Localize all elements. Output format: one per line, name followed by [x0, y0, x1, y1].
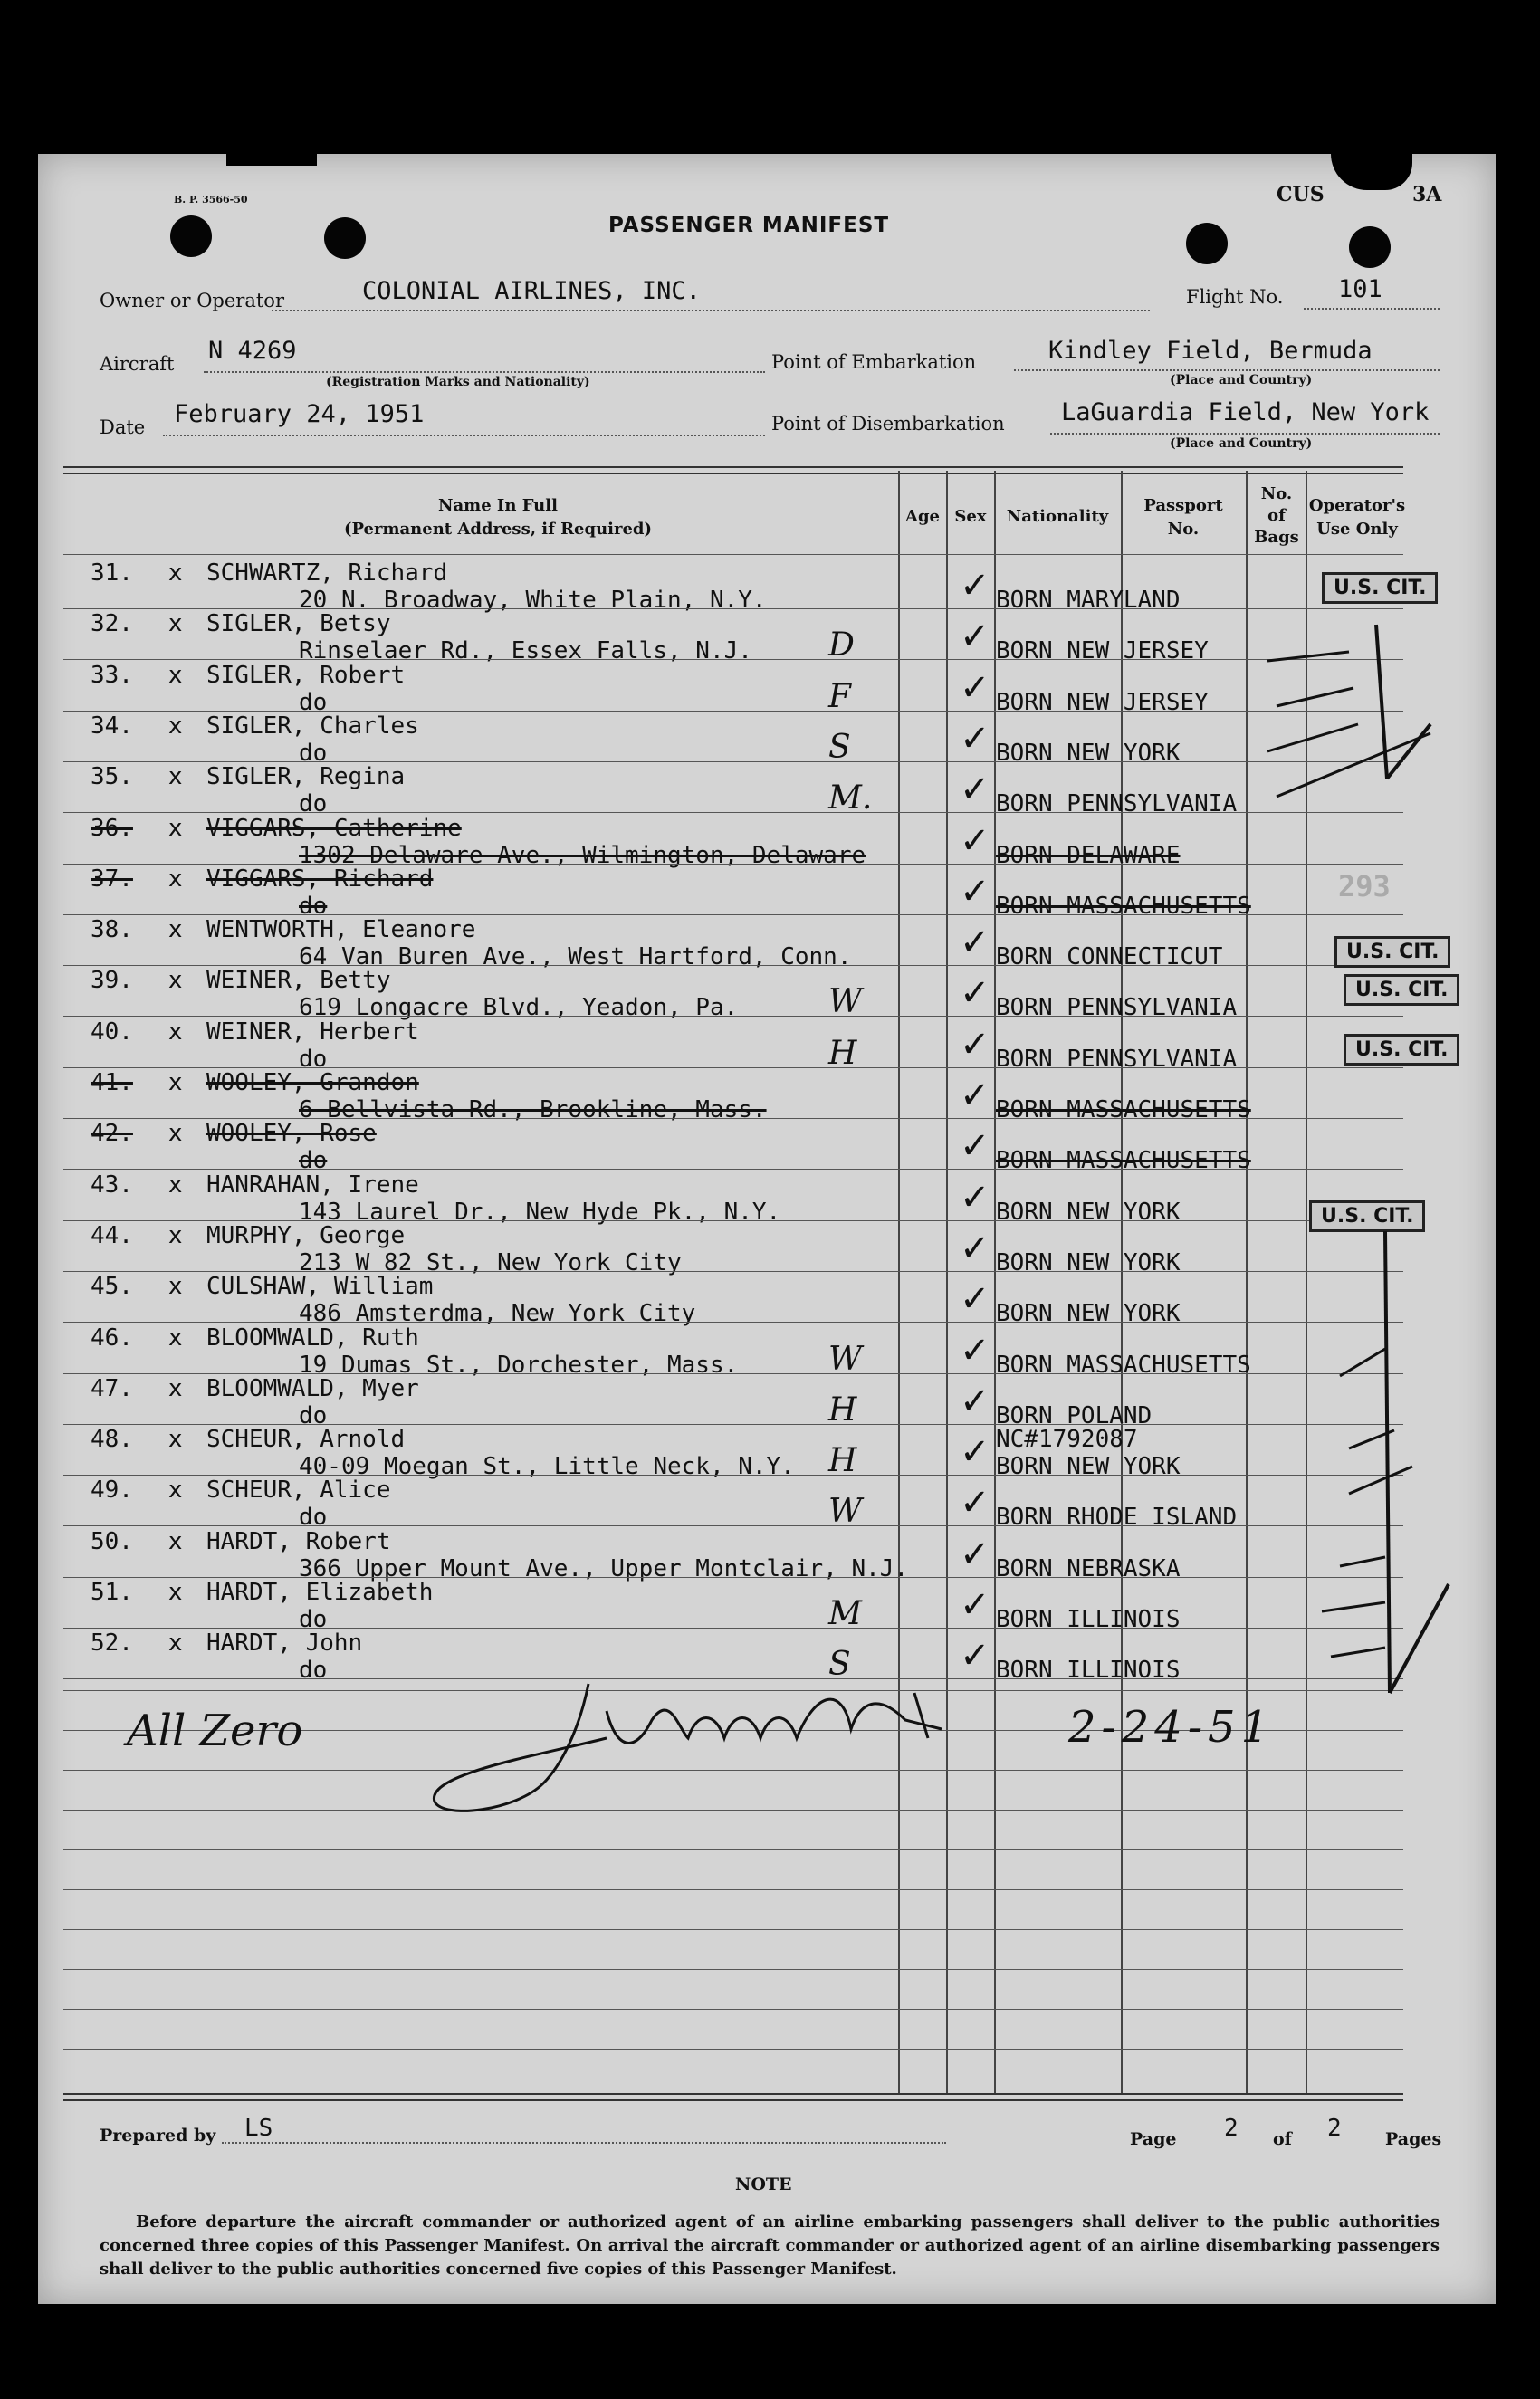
row-tick-mark: x — [168, 1120, 183, 1147]
empty-row-line — [63, 2049, 1403, 2050]
passenger-check-mark: ✓ — [960, 1431, 990, 1473]
passenger-sex-mark: W — [828, 983, 863, 1020]
row-tick-mark: x — [168, 662, 183, 689]
col-head-bags-line3: Bags — [1254, 528, 1299, 547]
row-separator — [63, 608, 1403, 609]
passenger-check-mark: ✓ — [960, 1024, 990, 1066]
row-number: 44. — [91, 1222, 133, 1249]
header-separator — [63, 554, 1403, 555]
punch-hole-3 — [1186, 223, 1228, 264]
passenger-sex-mark: M. — [828, 779, 873, 817]
citizenship-stamp-2: U.S. CIT. — [1334, 936, 1450, 968]
note-title: NOTE — [735, 2174, 792, 2194]
passenger-nationality: BORN ILLINOIS — [996, 1606, 1181, 1633]
row-number: 38. — [91, 916, 133, 943]
passenger-name: WEINER, Betty — [206, 967, 391, 994]
passenger-check-mark: ✓ — [960, 1330, 990, 1372]
col-head-operator — [1307, 494, 1407, 541]
passenger-sex-mark: W — [828, 1341, 863, 1378]
passenger-nationality: BORN NEW YORK — [996, 1249, 1181, 1276]
passenger-address: do — [299, 1147, 328, 1174]
passenger-address: do — [299, 790, 328, 817]
row-number: 41. — [91, 1069, 133, 1096]
passenger-address: 366 Upper Mount Ave., Upper Montclair, N.J. — [299, 1555, 909, 1582]
citizenship-stamp-3: U.S. CIT. — [1344, 974, 1459, 1006]
col-head-nationality: Nationality — [1006, 507, 1109, 526]
passenger-name: WEINER, Herbert — [206, 1018, 419, 1046]
passenger-address: 213 W 82 St., New York City — [299, 1249, 682, 1276]
passenger-name: HANRAHAN, Irene — [206, 1171, 419, 1199]
row-separator — [63, 1220, 1403, 1221]
col-head-passport — [1123, 494, 1244, 541]
row-tick-mark: x — [168, 1426, 183, 1453]
row-separator — [63, 1577, 1403, 1578]
note-text: Before departure the aircraft commander or authorized agent of an airline embarking passengers shall deliver to the public authorities concerned three copies of this Passenger Manifest. On arrival the aircraft commander or authorized agent of an airline disembarking passengers shall deliver to the public authorities concerned five copies of this Passenger Manifest. — [100, 2213, 1440, 2279]
empty-row-line — [63, 1849, 1403, 1850]
passenger-check-mark: ✓ — [960, 1228, 990, 1269]
table-bottom-border — [63, 2093, 1403, 2101]
row-tick-mark: x — [168, 916, 183, 943]
row-separator — [63, 1373, 1403, 1374]
passenger-nationality: BORN NEW YORK — [996, 1453, 1181, 1480]
prepared-dotted-line — [222, 2142, 946, 2144]
row-number: 40. — [91, 1018, 133, 1046]
passenger-address: 40-09 Moegan St., Little Neck, N.Y. — [299, 1453, 795, 1480]
passenger-address: do — [299, 1657, 328, 1684]
passenger-nationality: BORN NEW JERSEY — [996, 689, 1209, 716]
flight-label: Flight No. — [1186, 286, 1284, 308]
row-separator — [63, 812, 1403, 813]
col-head-passport-line1: Passport — [1143, 496, 1223, 515]
row-number: 46. — [91, 1324, 133, 1352]
passenger-address: 143 Laurel Dr., New Hyde Pk., N.Y. — [299, 1199, 781, 1226]
passenger-nationality: BORN MASSACHUSETTS — [996, 893, 1251, 920]
passenger-address: Rinselaer Rd., Essex Falls, N.J. — [299, 637, 752, 664]
col-head-bags-line2: of — [1267, 506, 1286, 525]
col-head-name — [272, 494, 724, 541]
row-tick-mark: x — [168, 815, 183, 842]
row-separator — [63, 761, 1403, 762]
passenger-name: SCHEUR, Alice — [206, 1477, 391, 1504]
passenger-name: VIGGARS, Richard — [206, 865, 434, 893]
row-number: 34. — [91, 712, 133, 740]
passenger-sex-mark: H — [828, 1035, 857, 1072]
col-head-name-line1: Name In Full — [438, 496, 558, 515]
passenger-passport-ref: NC#1792087 — [996, 1426, 1138, 1453]
row-separator — [63, 1067, 1403, 1068]
handwritten-date: 2-24-51 — [1068, 1702, 1275, 1753]
col-head-bags-line1: No. — [1260, 484, 1293, 503]
passenger-address: do — [299, 1606, 328, 1633]
embark-note: (Place and Country) — [1170, 373, 1313, 387]
passenger-address: do — [299, 740, 328, 767]
disembark-dotted-line — [1050, 433, 1440, 435]
passenger-check-mark: ✓ — [960, 1482, 990, 1524]
passenger-name: HARDT, John — [206, 1630, 363, 1657]
row-number: 31. — [91, 559, 133, 587]
passenger-check-mark: ✓ — [960, 718, 990, 760]
passenger-nationality: BORN ILLINOIS — [996, 1657, 1181, 1684]
embark-dotted-line — [1014, 369, 1440, 371]
passenger-address: 1302 Delaware Ave., Wilmington, Delaware — [299, 842, 866, 869]
aircraft-value: N 4269 — [208, 337, 297, 365]
passenger-name: HARDT, Robert — [206, 1528, 391, 1555]
row-tick-mark: x — [168, 1579, 183, 1606]
passenger-address: do — [299, 1504, 328, 1531]
stamp-number: 293 — [1338, 869, 1391, 903]
passenger-check-mark: ✓ — [960, 871, 990, 913]
passenger-name: HARDT, Elizabeth — [206, 1579, 434, 1606]
page-title: PASSENGER MANIFEST — [608, 214, 890, 237]
row-separator — [63, 965, 1403, 966]
passenger-name: SCHWARTZ, Richard — [206, 559, 448, 587]
passenger-check-mark: ✓ — [960, 1075, 990, 1116]
row-separator — [63, 914, 1403, 915]
passenger-name: WOOLEY, Grandon — [206, 1069, 419, 1096]
passenger-sex-mark: S — [828, 729, 851, 766]
empty-row-line — [63, 1929, 1403, 1930]
passenger-address: 64 Van Buren Ave., West Hartford, Conn. — [299, 943, 852, 970]
row-number: 45. — [91, 1273, 133, 1300]
passenger-sex-mark: H — [828, 1391, 857, 1429]
col-head-age: Age — [904, 507, 940, 526]
row-separator — [63, 1475, 1403, 1476]
owner-value: COLONIAL AIRLINES, INC. — [362, 277, 701, 305]
passenger-address: do — [299, 689, 328, 716]
citizenship-stamp-1: U.S. CIT. — [1322, 572, 1438, 604]
row-tick-mark: x — [168, 1222, 183, 1249]
col-head-name-line2: (Permanent Address, if Required) — [343, 520, 653, 539]
passenger-name: BLOOMWALD, Myer — [206, 1375, 419, 1402]
passenger-nationality: BORN MARYLAND — [996, 587, 1181, 614]
torn-top-left — [226, 149, 317, 166]
row-number: 39. — [91, 967, 133, 994]
pages-value: 2 — [1327, 2115, 1342, 2142]
passenger-nationality: BORN PENNSYLVANIA — [996, 994, 1238, 1021]
row-tick-mark: x — [168, 1375, 183, 1402]
passenger-nationality: BORN DELAWARE — [996, 842, 1181, 869]
owner-dotted-line — [272, 310, 1150, 311]
passenger-nationality: BORN NEW YORK — [996, 1300, 1181, 1327]
passenger-address: do — [299, 1402, 328, 1429]
row-tick-mark: x — [168, 1171, 183, 1199]
row-number: 49. — [91, 1477, 133, 1504]
col-head-sex: Sex — [954, 507, 987, 526]
row-number: 42. — [91, 1120, 133, 1147]
punch-hole-2 — [324, 217, 366, 259]
prepared-label: Prepared by — [100, 2126, 216, 2146]
aircraft-note: (Registration Marks and Nationality) — [326, 375, 590, 389]
passenger-check-mark: ✓ — [960, 1534, 990, 1575]
flight-dotted-line — [1304, 308, 1440, 310]
punch-hole-1 — [170, 215, 212, 257]
flight-value: 101 — [1338, 275, 1382, 303]
passenger-check-mark: ✓ — [960, 616, 990, 657]
row-number: 47. — [91, 1375, 133, 1402]
passenger-nationality: BORN CONNECTICUT — [996, 943, 1223, 970]
aircraft-label: Aircraft — [100, 353, 175, 375]
col-head-bags — [1248, 483, 1306, 549]
passenger-name: SCHEUR, Arnold — [206, 1426, 406, 1453]
passenger-nationality: BORN NEW YORK — [996, 740, 1181, 767]
passenger-nationality: BORN MASSACHUSETTS — [996, 1096, 1251, 1123]
row-number: 52. — [91, 1630, 133, 1657]
pages-label: Pages — [1385, 2129, 1442, 2149]
passenger-check-mark: ✓ — [960, 565, 990, 607]
date-value: February 24, 1951 — [174, 400, 425, 428]
row-separator — [63, 1118, 1403, 1119]
row-number: 35. — [91, 763, 133, 790]
date-label: Date — [100, 416, 146, 438]
passenger-name: VIGGARS, Catherine — [206, 815, 462, 842]
passenger-address: 20 N. Broadway, White Plain, N.Y. — [299, 587, 767, 614]
passenger-check-mark: ✓ — [960, 1278, 990, 1320]
passenger-check-mark: ✓ — [960, 1635, 990, 1677]
row-tick-mark: x — [168, 1018, 183, 1046]
passenger-check-mark: ✓ — [960, 1381, 990, 1422]
page-label: Page — [1130, 2129, 1177, 2149]
passenger-nationality: BORN NEBRASKA — [996, 1555, 1181, 1582]
passenger-name: WOOLEY, Rose — [206, 1120, 377, 1147]
row-separator — [63, 1322, 1403, 1323]
prepared-value: LS — [244, 2115, 273, 2142]
disembark-note: (Place and Country) — [1170, 436, 1313, 451]
row-separator — [63, 1525, 1403, 1526]
form-code: CUS — [1277, 183, 1325, 206]
col-head-passport-line2: No. — [1167, 520, 1200, 539]
form-number: B. P. 3566-50 — [174, 194, 248, 205]
row-separator — [63, 659, 1403, 660]
passenger-name: SIGLER, Betsy — [206, 610, 391, 637]
page-value: 2 — [1224, 2115, 1239, 2142]
passenger-nationality: BORN MASSACHUSETTS — [996, 1352, 1251, 1379]
row-separator — [63, 1271, 1403, 1272]
handwritten-note: All Zero — [127, 1706, 303, 1756]
passenger-name: SIGLER, Robert — [206, 662, 406, 689]
row-number: 37. — [91, 865, 133, 893]
passenger-nationality: BORN NEW JERSEY — [996, 637, 1209, 664]
empty-row-line — [63, 1969, 1403, 1970]
passenger-sex-mark: H — [828, 1442, 857, 1479]
row-number: 48. — [91, 1426, 133, 1453]
empty-row-line — [63, 1889, 1403, 1890]
passenger-name: SIGLER, Regina — [206, 763, 406, 790]
passenger-check-mark: ✓ — [960, 972, 990, 1014]
row-tick-mark: x — [168, 865, 183, 893]
passenger-sex-mark: W — [828, 1493, 863, 1530]
row-tick-mark: x — [168, 1069, 183, 1096]
passenger-check-mark: ✓ — [960, 820, 990, 862]
passenger-nationality: BORN RHODE ISLAND — [996, 1504, 1238, 1531]
row-number: 32. — [91, 610, 133, 637]
row-tick-mark: x — [168, 712, 183, 740]
of-label: of — [1273, 2129, 1292, 2149]
row-tick-mark: x — [168, 1324, 183, 1352]
passenger-name: BLOOMWALD, Ruth — [206, 1324, 419, 1352]
passenger-check-mark: ✓ — [960, 667, 990, 709]
operator-check-marks — [1249, 561, 1458, 1720]
aircraft-dotted-line — [204, 371, 765, 373]
passenger-nationality: BORN POLAND — [996, 1402, 1153, 1429]
row-tick-mark: x — [168, 610, 183, 637]
row-number: 33. — [91, 662, 133, 689]
passenger-address: 486 Amsterdma, New York City — [299, 1300, 696, 1327]
punch-hole-4 — [1349, 226, 1391, 268]
passenger-nationality: BORN NEW YORK — [996, 1199, 1181, 1226]
citizenship-stamp-5: U.S. CIT. — [1309, 1200, 1425, 1232]
row-separator — [63, 1016, 1403, 1017]
row-number: 36. — [91, 815, 133, 842]
passenger-nationality: BORN PENNSYLVANIA — [996, 790, 1238, 817]
row-number: 51. — [91, 1579, 133, 1606]
table-top-border — [63, 466, 1403, 474]
passenger-name: SIGLER, Charles — [206, 712, 419, 740]
disembark-label: Point of Disembarkation — [771, 413, 1005, 435]
disembark-value: LaGuardia Field, New York — [1061, 398, 1430, 426]
passenger-check-mark: ✓ — [960, 769, 990, 810]
passenger-address: 19 Dumas St., Dorchester, Mass. — [299, 1352, 739, 1379]
row-tick-mark: x — [168, 559, 183, 587]
row-tick-mark: x — [168, 967, 183, 994]
embark-value: Kindley Field, Bermuda — [1048, 337, 1373, 365]
row-tick-mark: x — [168, 1273, 183, 1300]
passenger-check-mark: ✓ — [960, 1125, 990, 1167]
row-separator — [63, 1424, 1403, 1425]
passenger-name: WENTWORTH, Eleanore — [206, 916, 476, 943]
row-separator — [63, 1169, 1403, 1170]
row-tick-mark: x — [168, 763, 183, 790]
empty-row-line — [63, 2009, 1403, 2010]
passenger-name: MURPHY, George — [206, 1222, 406, 1249]
row-separator — [63, 711, 1403, 712]
passenger-address: 619 Longacre Blvd., Yeadon, Pa. — [299, 994, 739, 1021]
passenger-name: CULSHAW, William — [206, 1273, 434, 1300]
passenger-address: do — [299, 1046, 328, 1073]
passenger-sex-mark: M — [828, 1595, 862, 1632]
owner-label: Owner or Operator — [100, 290, 284, 311]
passenger-sex-mark: S — [828, 1646, 851, 1683]
col-head-operator-line1: Operator's — [1308, 496, 1406, 515]
passenger-nationality: BORN MASSACHUSETTS — [996, 1147, 1251, 1174]
passenger-check-mark: ✓ — [960, 1584, 990, 1626]
passenger-address: 6 Bellvista Rd., Brookline, Mass. — [299, 1096, 767, 1123]
row-separator — [63, 864, 1403, 865]
passenger-check-mark: ✓ — [960, 1177, 990, 1219]
row-tick-mark: x — [168, 1630, 183, 1657]
date-dotted-line — [163, 435, 765, 436]
citizenship-stamp-4: U.S. CIT. — [1344, 1034, 1459, 1066]
row-tick-mark: x — [168, 1477, 183, 1504]
passenger-sex-mark: F — [828, 678, 851, 715]
passenger-check-mark: ✓ — [960, 922, 990, 963]
signature — [426, 1675, 951, 1838]
row-separator — [63, 1628, 1403, 1629]
passenger-sex-mark: D — [828, 626, 855, 664]
row-tick-mark: x — [168, 1528, 183, 1555]
embark-label: Point of Embarkation — [771, 351, 977, 373]
passenger-nationality: BORN PENNSYLVANIA — [996, 1046, 1238, 1073]
row-number: 50. — [91, 1528, 133, 1555]
col-head-operator-line2: Use Only — [1316, 520, 1398, 539]
form-code-suffix: 3A — [1412, 183, 1442, 206]
row-number: 43. — [91, 1171, 133, 1199]
passenger-address: do — [299, 893, 328, 920]
